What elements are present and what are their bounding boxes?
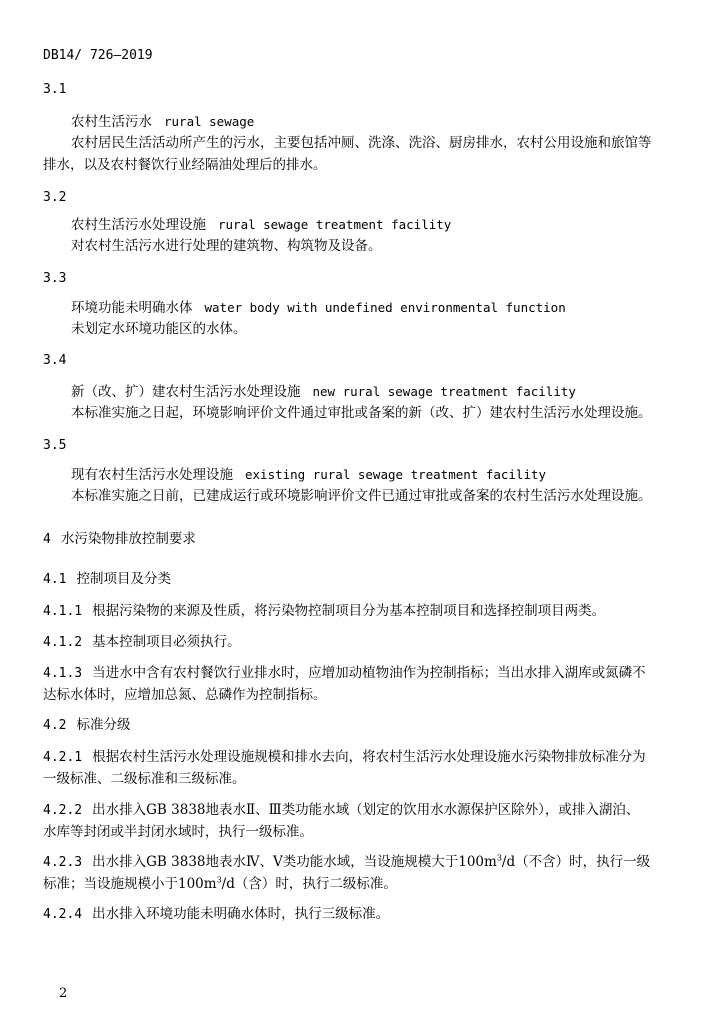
term-3-4 — [71, 383, 576, 401]
definition-line: 本标准实施之日起，环境影响评价文件通过审批或备案的新（改、扩）建农村生活污水处理设施。 — [71, 405, 652, 421]
clause-text-continued: 水库等封闭或半封闭水域时，执行一级标准。 — [43, 824, 313, 840]
term-cn: 农村生活污水 — [71, 114, 152, 130]
clause-4-1-1 — [43, 602, 605, 621]
term-en: existing rural sewage treatment facility — [245, 467, 547, 482]
section-number: 4 — [43, 532, 51, 547]
term-3-5 — [71, 466, 546, 484]
page-number: 2 — [59, 986, 68, 1001]
clause-text: 当进水中含有农村餐饮行业排水时，应增加动植物油作为控制指标；当出水排入湖库或氮磷不 — [92, 665, 646, 681]
clause-text: 出水排入GB 3838地表水Ⅱ、Ⅲ类功能水域（划定的饮用水水源保护区除外），或排入湖泊、 — [92, 802, 640, 818]
definition-line: 农村居民生活活动所产生的污水，主要包括冲厕、洗涤、洗浴、厨房排水，农村公用设施和旅馆等 — [71, 135, 652, 151]
definition-line: 未划定水环境功能区的水体。 — [71, 321, 247, 337]
clause-text-continued: 达标水体时，应增加总氮、总磷作为控制指标。 — [43, 687, 327, 703]
term-cn: 新（改、扩）建农村生活污水处理设施 — [71, 384, 301, 400]
clause-number: 4.2.3 — [43, 855, 83, 870]
clause-4-2-3 — [43, 853, 650, 872]
term-en: water body with undefined environmental function — [204, 300, 566, 315]
clause-4-2-2 — [43, 801, 639, 820]
clause-number-3-2: 3.2 — [43, 190, 67, 205]
clause-number-3-5: 3.5 — [43, 438, 67, 453]
clause-4-1-2 — [43, 633, 241, 652]
term-en: rural sewage — [164, 114, 255, 129]
subsection-heading-4-1 — [43, 570, 171, 589]
section-title: 水污染物排放控制要求 — [60, 531, 196, 547]
clause-number-3-4: 3.4 — [43, 353, 67, 368]
subsection-heading-4-2 — [43, 716, 130, 735]
clause-number: 4.1.1 — [43, 604, 83, 619]
clause-4-2-1 — [43, 748, 646, 767]
text-part: /d（含）时，执行二级标准。 — [221, 876, 397, 892]
clause-text-continued — [43, 875, 397, 893]
clause-text: 根据农村生活污水处理设施规模和排水去向，将农村生活污水处理设施水污染物排放标准分为 — [92, 749, 646, 765]
definition-line: 本标准实施之日前，已建成运行或环境影响评价文件已通过审批或备案的农村生活污水处理设施。 — [71, 488, 652, 504]
superscript: 3 — [496, 853, 502, 863]
superscript: 3 — [216, 875, 222, 885]
clause-number: 4.2.2 — [43, 803, 83, 818]
definition-line: 对农村生活污水进行处理的建筑物、构筑物及设备。 — [71, 238, 382, 254]
clause-number-3-3: 3.3 — [43, 271, 67, 286]
clause-text: 基本控制项目必须执行。 — [92, 634, 241, 650]
clause-number-3-1: 3.1 — [43, 82, 67, 97]
subsection-title: 标准分级 — [76, 717, 131, 733]
term-cn: 环境功能未明确水体 — [71, 300, 193, 316]
term-3-1 — [71, 113, 254, 131]
clause-number: 4.2.4 — [43, 907, 83, 922]
text-part: 出水排入GB 3838地表水Ⅳ、Ⅴ类功能水域，当设施规模大于100m — [92, 854, 497, 870]
subsection-title: 控制项目及分类 — [76, 571, 171, 587]
term-3-3 — [71, 299, 566, 317]
term-3-2 — [71, 216, 451, 234]
clause-text: 根据污染物的来源及性质，将污染物控制项目分为基本控制项目和选择控制项目两类。 — [92, 603, 606, 619]
term-en: rural sewage treatment facility — [218, 217, 452, 232]
clause-text: 出水排入环境功能未明确水体时，执行三级标准。 — [92, 906, 390, 922]
section-heading-4 — [43, 530, 196, 549]
text-part: /d（不含）时，执行一级 — [501, 854, 651, 870]
term-en: new rural sewage treatment facility — [312, 384, 576, 399]
clause-4-1-3 — [43, 664, 646, 683]
clause-4-2-4 — [43, 905, 389, 924]
doc-code: DB14/ 726—2019 — [43, 48, 153, 63]
subsection-number: 4.1 — [43, 572, 67, 587]
clause-number: 4.1.3 — [43, 666, 83, 681]
clause-number: 4.1.2 — [43, 635, 83, 650]
clause-number: 4.2.1 — [43, 750, 83, 765]
term-cn: 现有农村生活污水处理设施 — [71, 467, 233, 483]
clause-text — [92, 854, 650, 870]
definition-line: 排水，以及农村餐饮行业经隔油处理后的排水。 — [43, 157, 327, 173]
text-part: 标准；当设施规模小于100m — [43, 876, 217, 892]
term-cn: 农村生活污水处理设施 — [71, 217, 206, 233]
clause-text-continued: 一级标准、二级标准和三级标准。 — [43, 771, 246, 787]
subsection-number: 4.2 — [43, 718, 67, 733]
